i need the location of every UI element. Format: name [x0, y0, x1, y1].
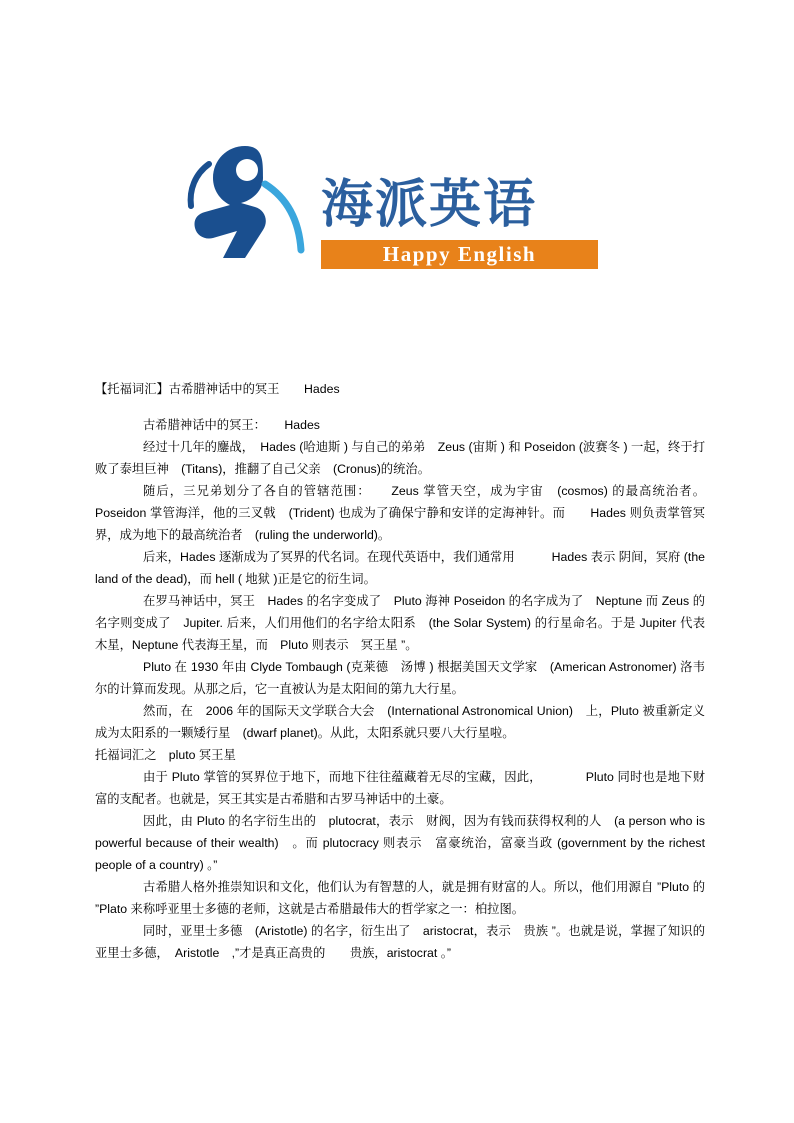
- paragraph: 随后，三兄弟划分了各自的管辖范围： Zeus 掌管天空，成为宇宙 (cosmos) 的最高统治者。Poseidon 掌管海洋，他的三叉戟 (Trident) 也成为了确保宁静和安详的定海神针。而 Hades 则负责掌管冥界，成为地下的最高统治者 (ruling the underworld)。: [95, 484, 705, 542]
- paragraph: Pluto 在 1930 年由 Clyde Tombaugh (克莱德 汤博 ) 根据美国天文学家 (American Astronomer) 洛韦尔的计算而发现。从那之后，它一直被认为是太阳间的第九大行星。: [95, 660, 705, 696]
- title-spacer: [95, 400, 705, 414]
- brand-logo: [175, 140, 595, 290]
- paragraph: 然而，在 2006 年的国际天文学联合大会 (International Astronomical Union) 上，Pluto 被重新定义成为太阳系的一颗矮行星 (dwarf planet)。从此，太阳系就只要八大行星啦。: [95, 704, 705, 740]
- paragraph: 同时，亚里士多德 (Aristotle) 的名字，衍生出了 aristocrat，表示 贵族 ”。也就是说，掌握了知识的 亚里士多德， Aristotle ,”才是真正高贵的 贵族，aristocrat 。”: [95, 924, 718, 960]
- paragraph: 后来，Hades 逐渐成为了冥界的代名词。在现代英语中，我们通常用 Hades 表示 阴间，冥府 (the land of the dead)，而 hell ( 地狱 )正是它的衍生词。: [95, 550, 705, 586]
- paragraph: 古希腊人格外推崇知识和文化，他们认为有智慧的人，就是拥有财富的人。所以，他们用源自 ”Pluto 的 ”Plato 来称呼亚里士多德的老师，这就是古希腊最伟大的哲学家之一：柏拉图。: [95, 880, 705, 916]
- logo-english-banner: [321, 240, 598, 269]
- article-body: [95, 378, 718, 964]
- paragraph: 在罗马神话中，冥王 Hades 的名字变成了 Pluto 海神 Poseidon 的名字成为了 Neptune 而 Zeus 的名字则变成了 Jupiter. 后来，人们用他们的名字给太阳系 (the Solar System) 的行星命名。于是 Jupiter 代表木星，Neptune 代表海王星，而 Pluto 则表示 冥王星 ”。: [95, 594, 705, 652]
- paragraph: 由于 Pluto 掌管的冥界位于地下，而地下往往蕴藏着无尽的宝藏，因此， Pluto 同时也是地下财富的支配者。也就是，冥王其实是古希腊和古罗马神话中的土豪。: [95, 770, 705, 806]
- article-title: 【托福词汇】古希腊神话中的冥王 Hades: [95, 382, 340, 396]
- paragraph: 古希腊神话中的冥王： Hades: [143, 418, 320, 432]
- logo-english-text: Happy English: [382, 242, 537, 266]
- paragraph: 经过十几年的鏖战， Hades (哈迪斯 ) 与自己的弟弟 Zeus (宙斯 ) 和 Poseidon (波赛冬 ) 一起，终于打败了泰坦巨神 (Titans)，推翻了自己父亲 (Cronus)的统治。: [95, 440, 705, 476]
- stylized-running-figure-logo-icon: [175, 140, 315, 265]
- subheading: 托福词汇之 pluto 冥王星: [95, 748, 236, 762]
- paragraph: 因此，由 Pluto 的名字衍生出的 plutocrat，表示 财阀，因为有钱而获得权利的人 (a person who is powerful because of their wealth) 。而 plutocracy 则表示 富豪统治，富豪当政 (government by the richest people of a country) 。”: [95, 814, 705, 872]
- logo-chinese-text: 海派英语: [321, 175, 538, 235]
